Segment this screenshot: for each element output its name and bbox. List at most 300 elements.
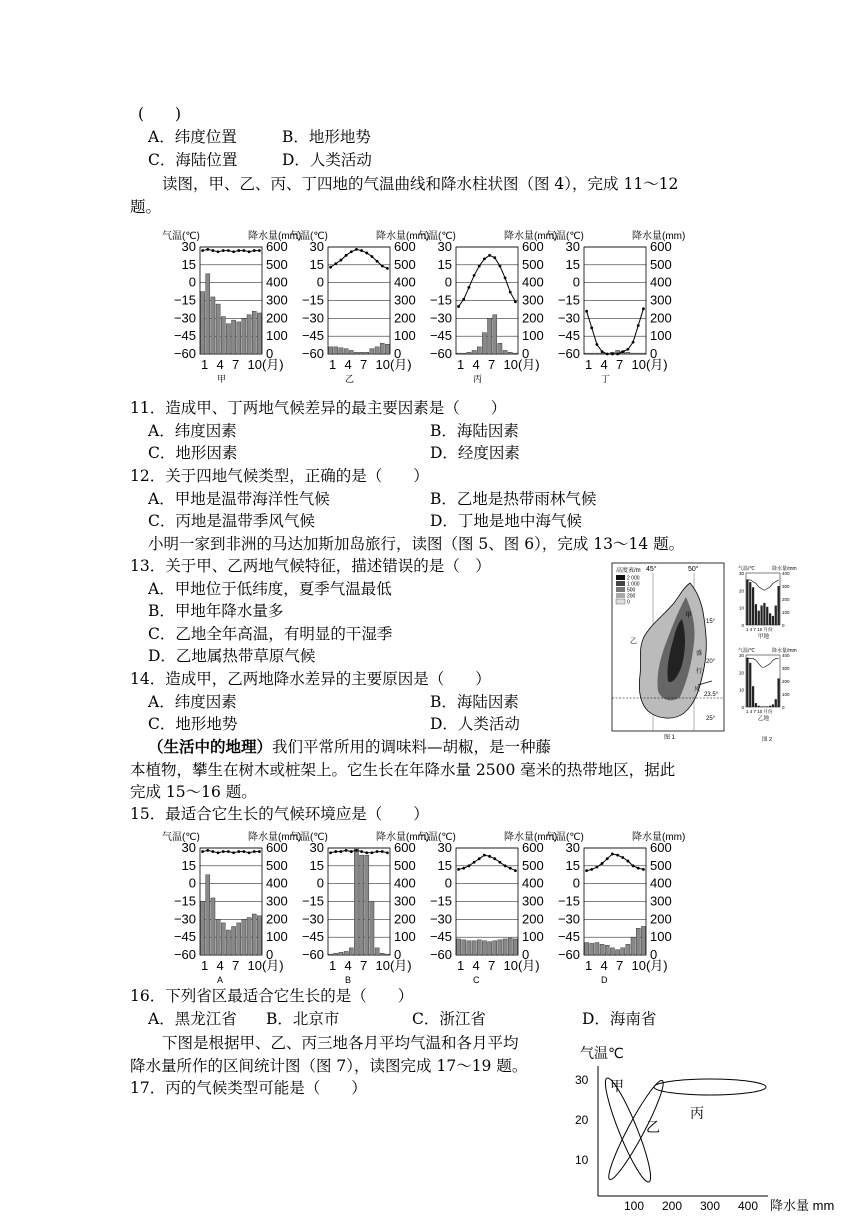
intro-15-16-rest: 我们平常所用的调味料—胡椒，是一种藤 xyxy=(272,738,552,756)
month-tick-label: 1 xyxy=(457,958,465,973)
fig7-x-label: 降水量 mm xyxy=(770,1198,835,1213)
precip-bar xyxy=(257,313,261,354)
temp-tick-label: −15 xyxy=(429,292,452,308)
temp-tick-label: −30 xyxy=(301,911,324,927)
precip-bar xyxy=(493,941,497,955)
temp-tick-label: −60 xyxy=(173,947,196,962)
temp-tick-label: −60 xyxy=(173,346,196,361)
month-tick-label: 10(月) xyxy=(375,357,412,372)
precip-bar xyxy=(600,353,604,354)
precip-tick-label: 100 xyxy=(650,328,672,344)
precip-axis-label: 降水量(mm) xyxy=(632,231,686,242)
temp-point xyxy=(632,864,635,867)
precip-bar xyxy=(380,953,384,955)
temp-line xyxy=(459,855,516,870)
temp-tick-label: 0 xyxy=(572,274,580,290)
precip-bar xyxy=(385,954,389,955)
precip-tick-label: 100 xyxy=(522,328,544,344)
month-tick-label: 1 xyxy=(457,357,465,372)
temp-point xyxy=(227,850,230,853)
q16-option-c: C．浙江省 xyxy=(412,1010,486,1028)
temp-point xyxy=(488,254,491,257)
month-tick-label: 4 xyxy=(600,357,608,372)
mini-temp-label: 气温/℃ xyxy=(738,648,756,654)
precip-bar xyxy=(211,898,215,955)
precip-bar xyxy=(365,352,369,354)
temp-point xyxy=(376,850,379,853)
month-tick-label: 1 xyxy=(329,357,337,372)
precip-bar xyxy=(482,941,486,955)
temp-point xyxy=(616,854,619,857)
mini-station-label: 甲地 xyxy=(758,634,770,640)
temp-tick-label: 15 xyxy=(181,857,196,873)
precip-bar xyxy=(226,324,230,354)
precip-bar xyxy=(585,353,589,354)
mini-precip-bar xyxy=(777,586,779,625)
precip-bar xyxy=(498,343,502,354)
q11-option-d: D．经度因素 xyxy=(430,444,520,462)
temp-point xyxy=(616,353,619,356)
precip-tick-label: 100 xyxy=(394,929,416,945)
precip-tick-label: 600 xyxy=(522,239,544,254)
svg-text:500: 500 xyxy=(627,587,636,594)
temp-tick-label: −30 xyxy=(557,310,580,326)
madagascar-map-figure xyxy=(612,563,802,743)
temp-point xyxy=(596,343,599,346)
precip-tick-label: 500 xyxy=(266,256,288,272)
temp-tick-label: 30 xyxy=(181,840,196,855)
mini-precip-bar xyxy=(766,607,768,625)
mini-precip-bar xyxy=(758,706,760,707)
mini-precip-tick: 300 xyxy=(782,666,790,671)
temp-point xyxy=(365,851,368,854)
region-jia-label: 甲 xyxy=(610,1078,624,1094)
precip-axis-label: 降水量(mm) xyxy=(248,231,302,242)
month-tick-label: 1 xyxy=(201,357,209,372)
temp-tick-label: 15 xyxy=(437,256,452,272)
climograph-option-A xyxy=(162,830,301,985)
precip-tick-label: 200 xyxy=(650,310,672,326)
precip-bar xyxy=(636,353,640,354)
temp-tick-label: −45 xyxy=(429,328,452,344)
intro-17-19-line2: 降水量所作的区间统计图（图 7），读图完成 17～19 题。 xyxy=(130,1057,528,1075)
mini-precip-bar xyxy=(749,582,751,625)
temp-point xyxy=(642,307,645,310)
fig7-x-tick-100: 100 xyxy=(624,1199,645,1213)
panel-label: 丙 xyxy=(473,374,483,384)
temp-tick-label: 0 xyxy=(316,875,324,891)
temp-point xyxy=(509,867,512,870)
temp-tick-label: 30 xyxy=(437,840,452,855)
temp-tick-label: 15 xyxy=(437,857,452,873)
temp-point xyxy=(504,864,507,867)
temp-point xyxy=(483,854,486,857)
precip-bar xyxy=(513,939,517,955)
intro-13-14: 小明一家到非洲的马达加斯加岛旅行，读图（图 5、图 6），完成 13～14 题。 xyxy=(148,535,685,553)
temp-point xyxy=(376,260,379,263)
temp-tick-label: −30 xyxy=(429,911,452,927)
precip-tick-label: 300 xyxy=(394,292,416,308)
precip-bar xyxy=(329,954,333,955)
precip-tick-label: 300 xyxy=(522,292,544,308)
lon-45: 45° xyxy=(646,566,657,573)
temp-point xyxy=(201,850,204,853)
precip-tick-label: 100 xyxy=(266,328,288,344)
panel-label: C xyxy=(473,975,480,985)
precip-bar xyxy=(616,950,620,955)
month-tick-label: 4 xyxy=(216,357,224,372)
precip-bar xyxy=(237,322,241,354)
month-tick-label: 7 xyxy=(616,357,624,372)
precip-tick-label: 300 xyxy=(266,292,288,308)
q16-option-b: B．北京市 xyxy=(266,1010,340,1028)
legend-title: 高度表/m xyxy=(616,568,641,574)
precip-tick-label: 500 xyxy=(394,857,416,873)
temp-point xyxy=(499,265,502,268)
temp-point xyxy=(217,851,220,854)
precip-bar xyxy=(585,943,589,955)
precip-bar xyxy=(237,923,241,955)
precip-tick-label: 500 xyxy=(394,256,416,272)
temp-tick-label: −15 xyxy=(173,292,196,308)
q10-option-d: D．人类活动 xyxy=(282,151,372,169)
precip-axis-label: 降水量(mm) xyxy=(504,231,558,242)
climograph-bing xyxy=(418,229,557,384)
precip-tick-label: 400 xyxy=(394,875,416,891)
mini-precip-bar xyxy=(760,706,762,707)
temp-point xyxy=(371,851,374,854)
temp-tick-label: 30 xyxy=(437,239,452,254)
month-tick-label: 7 xyxy=(232,357,240,372)
temp-tick-label: −45 xyxy=(173,929,196,945)
temp-tick-label: −45 xyxy=(301,929,324,945)
temp-point xyxy=(365,252,368,255)
temp-point xyxy=(201,249,204,252)
month-tick-label: 1 xyxy=(585,357,593,372)
mini-precip-tick: 100 xyxy=(782,610,790,615)
temp-point xyxy=(478,857,481,860)
mini-temp-tick: 30 xyxy=(738,653,744,658)
precip-tick-label: 0 xyxy=(394,346,402,361)
temp-tick-label: 0 xyxy=(444,274,452,290)
precip-tick-label: 300 xyxy=(650,292,672,308)
mini-precip-bar xyxy=(755,703,757,707)
temp-line xyxy=(459,255,516,306)
temp-point xyxy=(386,851,389,854)
precip-tick-label: 300 xyxy=(650,893,672,909)
precip-bar xyxy=(257,916,261,955)
month-tick-label: 10(月) xyxy=(247,357,284,372)
temp-tick-label: −30 xyxy=(173,310,196,326)
q11-option-c: C．地形因素 xyxy=(148,444,238,462)
mini-precip-tick: 200 xyxy=(782,679,790,684)
q12-option-a: A．甲地是温带海洋性气候 xyxy=(148,490,330,508)
q12-option-b: B．乙地是热带雨林气候 xyxy=(430,490,597,508)
precip-tick-label: 200 xyxy=(266,310,288,326)
precip-bar xyxy=(370,349,374,354)
mini-temp-label: 气温/℃ xyxy=(738,566,756,572)
q13-stem: 13．关于甲、乙两地气候特征，描述错误的是（ ） xyxy=(130,557,491,575)
region-yi-label: 乙 xyxy=(646,1119,660,1135)
temp-point xyxy=(457,305,460,308)
mini-month-ticks: 1 4 7 10 月份 xyxy=(746,709,773,714)
mini-precip-bar xyxy=(777,678,779,707)
precip-bar xyxy=(375,347,379,354)
precip-bar xyxy=(221,317,225,354)
mini-precip-bar xyxy=(763,706,765,707)
precip-bar xyxy=(636,928,640,955)
temp-point xyxy=(493,857,496,860)
label-feng: 风 xyxy=(694,687,701,693)
lat-15: 15° xyxy=(706,619,716,625)
temp-point xyxy=(248,250,251,253)
precip-bar xyxy=(216,304,220,354)
mini-precip-bar xyxy=(760,606,762,626)
temp-point xyxy=(590,326,593,329)
temp-line xyxy=(587,309,644,354)
temp-point xyxy=(637,324,640,327)
precip-bar xyxy=(252,914,256,955)
temp-point xyxy=(360,249,363,252)
precip-tick-label: 500 xyxy=(650,256,672,272)
precip-bar xyxy=(503,939,507,955)
precip-bar xyxy=(385,344,389,354)
precip-tick-label: 400 xyxy=(650,875,672,891)
mini-precip-bar xyxy=(746,580,748,626)
life-geo-heading: （生活中的地理） xyxy=(148,737,273,756)
temp-point xyxy=(360,850,363,853)
mini-precip-bar xyxy=(758,611,760,625)
label-jia: 甲 xyxy=(685,612,692,619)
mini-precip-tick: 0 xyxy=(782,705,785,710)
precip-bar xyxy=(370,902,374,956)
precip-bar xyxy=(590,943,594,955)
temp-line xyxy=(203,249,260,251)
precip-axis-label: 降水量(mm) xyxy=(376,231,430,242)
precip-bar xyxy=(621,948,625,955)
temp-point xyxy=(232,851,235,854)
precip-bar xyxy=(242,318,246,354)
temp-line xyxy=(203,850,260,852)
precip-tick-label: 200 xyxy=(266,911,288,927)
precip-bar xyxy=(513,353,517,354)
intro-17-19-line1: 下图是根据甲、乙、丙三地各月平均气温和各月平均 xyxy=(162,1034,519,1052)
precip-tick-label: 100 xyxy=(394,328,416,344)
temp-point xyxy=(340,850,343,853)
precip-tick-label: 100 xyxy=(266,929,288,945)
svg-text:2 000: 2 000 xyxy=(627,575,640,582)
temp-point xyxy=(457,868,460,871)
temp-point xyxy=(329,851,332,854)
temp-axis-label: 气温(℃) xyxy=(546,231,584,242)
temp-point xyxy=(621,856,624,859)
q12-option-c: C．丙地是温带季风气候 xyxy=(148,512,315,530)
climograph-jia xyxy=(162,229,301,384)
precip-tick-label: 200 xyxy=(650,911,672,927)
temp-tick-label: 30 xyxy=(565,239,580,254)
precip-bar xyxy=(334,347,338,354)
precip-axis-label: 降水量(mm) xyxy=(376,832,430,843)
mini-precip-bar xyxy=(763,603,765,625)
q14-stem: 14．造成甲，乙两地降水差异的主要原因是（ ） xyxy=(130,670,491,688)
temp-point xyxy=(632,341,635,344)
mini-precip-bar xyxy=(769,706,771,707)
temp-point xyxy=(493,256,496,259)
label-sheng: 盛 xyxy=(696,651,703,657)
lat-20: 20° xyxy=(706,659,716,665)
precip-bar xyxy=(232,926,236,955)
temp-tick-label: −15 xyxy=(557,893,580,909)
q15-stem: 15．最适合它生长的气候环境应是（ ） xyxy=(130,805,429,823)
month-tick-label: 1 xyxy=(329,958,337,973)
precip-tick-label: 0 xyxy=(522,346,530,361)
temp-point xyxy=(637,867,640,870)
precip-bar xyxy=(339,348,343,354)
temp-point xyxy=(601,350,604,353)
temp-axis-label: 气温(℃) xyxy=(162,231,200,242)
precip-bar xyxy=(508,938,512,955)
precip-tick-label: 400 xyxy=(522,875,544,891)
temp-tick-label: −45 xyxy=(557,929,580,945)
mini-temp-tick: 30 xyxy=(738,571,744,576)
temp-point xyxy=(355,248,358,251)
precip-bar xyxy=(329,347,333,354)
mini-temp-tick: 0 xyxy=(741,623,744,628)
mini-precip-tick: 400 xyxy=(782,653,790,658)
month-tick-label: 10(月) xyxy=(503,357,540,372)
precip-tick-label: 200 xyxy=(394,911,416,927)
temp-point xyxy=(585,869,588,872)
q14-option-d: D．人类活动 xyxy=(430,715,520,733)
fig7-y-tick-30: 30 xyxy=(575,1073,589,1087)
precip-bar xyxy=(493,315,497,354)
temp-tick-label: 15 xyxy=(309,857,324,873)
temp-line xyxy=(331,850,388,852)
precip-bar xyxy=(375,948,379,955)
fig7-x-tick-300: 300 xyxy=(700,1199,721,1213)
temp-point xyxy=(217,250,220,253)
mini-station-label: 乙地 xyxy=(758,716,770,722)
temp-point xyxy=(504,277,507,280)
temp-tick-label: −45 xyxy=(429,929,452,945)
precip-bar xyxy=(503,350,507,354)
precip-tick-label: 600 xyxy=(266,840,288,855)
mini-temp-tick: 10 xyxy=(738,687,744,693)
temp-point xyxy=(212,249,215,252)
q13-option-a: A．甲地位于低纬度，夏季气温最低 xyxy=(148,580,392,598)
temp-point xyxy=(329,266,332,269)
temp-point xyxy=(345,254,348,257)
q11-option-a: A．纬度因素 xyxy=(148,422,237,440)
q16-stem: 16．下列省区最适合它生长的是（ ） xyxy=(130,987,414,1005)
climograph-yi xyxy=(290,229,429,384)
precip-tick-label: 0 xyxy=(394,947,402,962)
temp-point xyxy=(334,850,337,853)
precip-bar xyxy=(216,919,220,955)
climograph-option-D xyxy=(546,830,685,985)
q10-option-a: A．纬度位置 xyxy=(148,128,237,146)
precip-axis-label: 降水量(mm) xyxy=(248,832,302,843)
precip-tick-label: 400 xyxy=(650,274,672,290)
mini-precip-bar xyxy=(755,604,757,625)
temp-tick-label: −60 xyxy=(429,947,452,962)
precip-tick-label: 0 xyxy=(266,947,274,962)
precip-bar xyxy=(201,292,205,354)
month-tick-label: 7 xyxy=(616,958,624,973)
precip-bar xyxy=(498,940,502,955)
temp-point xyxy=(350,850,353,853)
precip-bar xyxy=(457,939,461,955)
precip-bar xyxy=(360,352,364,354)
precip-bar xyxy=(221,923,225,955)
temp-point xyxy=(468,286,471,289)
temp-point xyxy=(611,353,614,356)
temp-point xyxy=(345,849,348,852)
temp-tick-label: −15 xyxy=(301,292,324,308)
temp-tick-label: −15 xyxy=(557,292,580,308)
mini-precip-bar xyxy=(775,699,777,707)
temp-point xyxy=(381,265,384,268)
temp-tick-label: 30 xyxy=(565,840,580,855)
temp-point xyxy=(468,864,471,867)
temp-point xyxy=(606,353,609,356)
temp-point xyxy=(483,257,486,260)
temp-tick-label: −15 xyxy=(301,893,324,909)
panel-label: D xyxy=(601,975,608,985)
mini-precip-label: 降水量/mm xyxy=(772,648,797,654)
q10-option-c: C．海陆位置 xyxy=(148,151,238,169)
panel-label: 乙 xyxy=(345,374,355,384)
temp-axis-label: 气温(℃) xyxy=(162,832,200,843)
q14-option-c: C．地形地势 xyxy=(148,715,238,733)
precip-tick-label: 500 xyxy=(522,256,544,272)
temp-axis-label: 气温(℃) xyxy=(290,832,328,843)
temp-point xyxy=(606,857,609,860)
precip-tick-label: 300 xyxy=(266,893,288,909)
month-tick-label: 10(月) xyxy=(631,357,668,372)
precip-bar xyxy=(626,944,630,955)
q16-option-a: A．黑龙江省 xyxy=(148,1010,237,1028)
lon-50: 50° xyxy=(688,566,699,573)
temp-tick-label: 0 xyxy=(572,875,580,891)
svg-text:1 000: 1 000 xyxy=(627,581,640,588)
temp-point xyxy=(248,851,251,854)
precip-bar xyxy=(641,353,645,354)
precip-bar xyxy=(247,315,251,354)
month-tick-label: 7 xyxy=(232,958,240,973)
q14-option-b: B．海陆因素 xyxy=(430,693,519,711)
precip-bar xyxy=(457,353,461,354)
temp-point xyxy=(478,265,481,268)
precip-bar xyxy=(488,942,492,955)
precip-bar xyxy=(482,333,486,354)
mini-climograph-yi xyxy=(738,647,797,722)
precip-bar xyxy=(211,297,215,354)
precip-tick-label: 600 xyxy=(522,840,544,855)
temp-tick-label: −30 xyxy=(557,911,580,927)
precip-bar xyxy=(201,902,205,956)
month-tick-label: 7 xyxy=(360,958,368,973)
temp-tick-label: 15 xyxy=(565,857,580,873)
precip-tick-label: 600 xyxy=(650,239,672,254)
q17-stem: 17．丙的气候类型可能是（ ） xyxy=(130,1079,367,1097)
temp-point xyxy=(462,867,465,870)
temp-tick-label: −30 xyxy=(301,310,324,326)
q10-option-b: B．地形地势 xyxy=(282,128,371,146)
svg-text:0: 0 xyxy=(627,599,630,606)
temp-point xyxy=(381,850,384,853)
precip-tick-label: 600 xyxy=(266,239,288,254)
